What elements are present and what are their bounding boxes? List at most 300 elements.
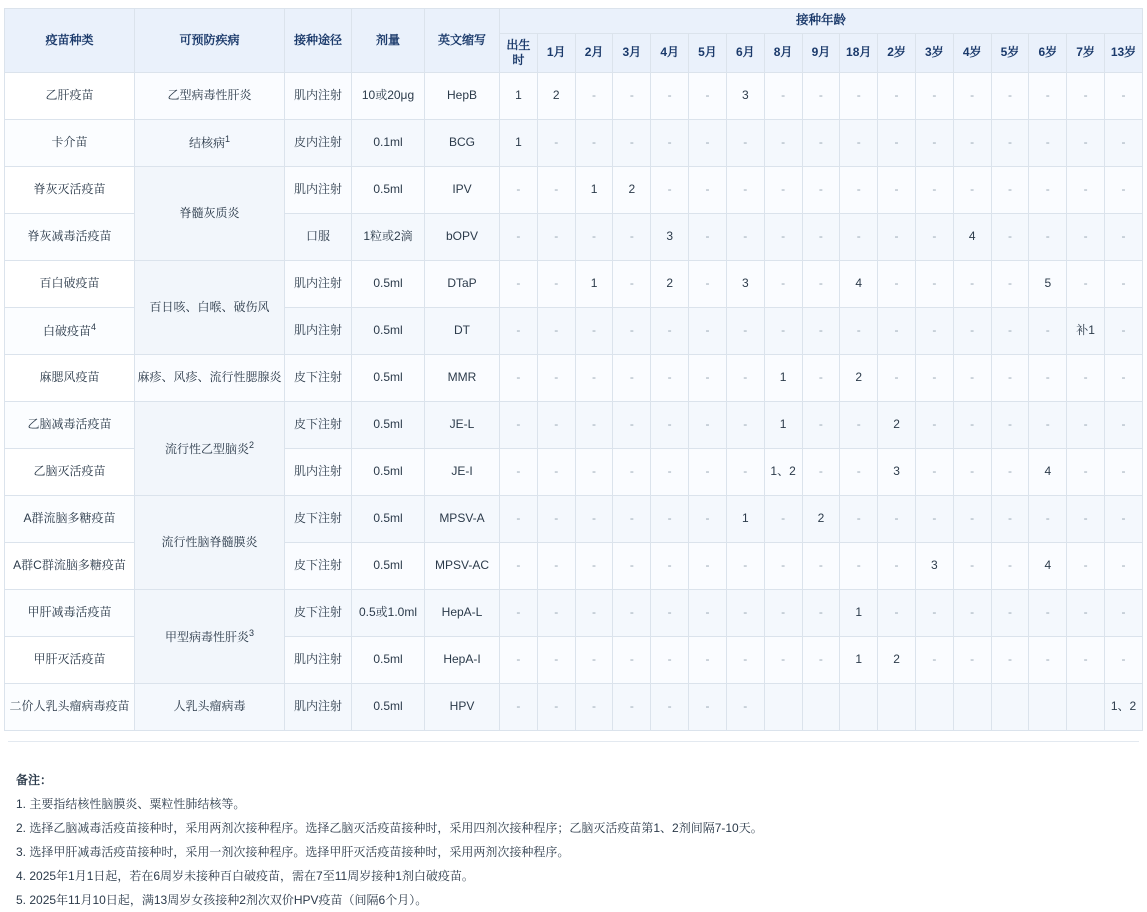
cell-dose: - — [915, 72, 953, 119]
cell-dose: 1、2 — [764, 448, 802, 495]
cell-dose: - — [953, 448, 991, 495]
cell-dose: - — [651, 401, 689, 448]
cell-dose: - — [575, 307, 613, 354]
cell-disease: 脊髓灰质炎 — [135, 166, 285, 260]
cell-dose: - — [840, 401, 878, 448]
cell-dose: - — [840, 166, 878, 213]
cell-dose: - — [840, 72, 878, 119]
table-row — [5, 401, 1143, 448]
cell-dose: - — [1067, 119, 1105, 166]
col-header-vaccine-type: 疫苗种类 — [5, 9, 135, 73]
cell-dose: - — [915, 401, 953, 448]
cell-dose: - — [1067, 589, 1105, 636]
cell-route: 皮下注射 — [285, 401, 352, 448]
cell-dose: - — [689, 307, 727, 354]
cell-dosage: 0.5ml — [352, 166, 425, 213]
cell-abbr: DTaP — [425, 260, 500, 307]
cell-dose: - — [878, 213, 916, 260]
cell-dose: 1 — [764, 354, 802, 401]
cell-dose: - — [500, 448, 538, 495]
cell-dose: - — [878, 354, 916, 401]
cell-dose: 1、2 — [1105, 683, 1143, 730]
cell-dose: - — [915, 213, 953, 260]
cell-dose: - — [840, 307, 878, 354]
cell-dose: - — [613, 72, 651, 119]
cell-dose: - — [764, 636, 802, 683]
col-header-route: 接种途径 — [285, 9, 352, 73]
cell-dose: - — [651, 72, 689, 119]
cell-dose: - — [1105, 260, 1143, 307]
cell-dose — [915, 683, 953, 730]
cell-dose: - — [689, 354, 727, 401]
col-header-age-4: 4月 — [651, 33, 689, 72]
cell-dose: - — [915, 636, 953, 683]
cell-dose: - — [1067, 213, 1105, 260]
cell-dose: 1 — [500, 119, 538, 166]
cell-dose: - — [991, 495, 1029, 542]
cell-dose: - — [953, 495, 991, 542]
cell-dose: - — [537, 166, 575, 213]
col-header-age-0: 出生时 — [500, 33, 538, 72]
cell-abbr: JE-I — [425, 448, 500, 495]
cell-dose: - — [500, 166, 538, 213]
cell-dose: - — [651, 636, 689, 683]
cell-dose: - — [1067, 166, 1105, 213]
cell-dose: - — [764, 119, 802, 166]
table-row — [5, 589, 1143, 636]
cell-vaccine-type: 麻腮风疫苗 — [5, 354, 135, 401]
cell-abbr: MPSV-A — [425, 495, 500, 542]
cell-dose: - — [1105, 589, 1143, 636]
note-item: 4. 2025年1月1日起，若在6周岁未接种百白破疫苗，需在7至11周岁接种1剂白破疫苗。 — [16, 868, 474, 883]
cell-dose: 2 — [878, 636, 916, 683]
cell-dose: - — [1067, 354, 1105, 401]
cell-dose: - — [1067, 260, 1105, 307]
cell-dose: - — [764, 213, 802, 260]
cell-route: 皮内注射 — [285, 119, 352, 166]
cell-dose: - — [537, 260, 575, 307]
cell-dose: - — [689, 166, 727, 213]
cell-dose: - — [1105, 72, 1143, 119]
cell-vaccine-type: 乙脑灭活疫苗 — [5, 448, 135, 495]
cell-dose: 1 — [500, 72, 538, 119]
notes-section — [16, 768, 1137, 912]
cell-abbr: MMR — [425, 354, 500, 401]
cell-dose: - — [726, 636, 764, 683]
cell-dose: - — [1029, 589, 1067, 636]
cell-abbr: BCG — [425, 119, 500, 166]
cell-dose: - — [802, 589, 840, 636]
cell-dose: - — [537, 683, 575, 730]
cell-dose: - — [726, 542, 764, 589]
cell-dose: - — [1105, 542, 1143, 589]
cell-dose: - — [1029, 401, 1067, 448]
cell-dose: - — [764, 542, 802, 589]
cell-dose: - — [764, 589, 802, 636]
table-row — [5, 683, 1143, 730]
cell-dosage: 0.5ml — [352, 260, 425, 307]
cell-dose: - — [613, 589, 651, 636]
cell-dose: - — [1105, 166, 1143, 213]
cell-dose: - — [878, 589, 916, 636]
cell-dose: - — [802, 72, 840, 119]
cell-abbr: IPV — [425, 166, 500, 213]
cell-dose: - — [802, 354, 840, 401]
cell-dose: - — [537, 542, 575, 589]
cell-dose: - — [991, 589, 1029, 636]
cell-abbr: HPV — [425, 683, 500, 730]
cell-dose: - — [613, 448, 651, 495]
immunization-schedule-table — [4, 8, 1143, 731]
cell-abbr: JE-L — [425, 401, 500, 448]
cell-vaccine-type: 甲肝灭活疫苗 — [5, 636, 135, 683]
cell-route: 肌内注射 — [285, 307, 352, 354]
cell-dose: - — [991, 636, 1029, 683]
cell-dose: - — [802, 260, 840, 307]
cell-dosage: 0.5ml — [352, 448, 425, 495]
cell-dose: - — [689, 495, 727, 542]
cell-dose: - — [802, 166, 840, 213]
cell-dose: - — [915, 260, 953, 307]
table-row — [5, 119, 1143, 166]
cell-dose: - — [1029, 307, 1067, 354]
cell-dose: 3 — [651, 213, 689, 260]
cell-dose: - — [726, 401, 764, 448]
cell-dose — [802, 683, 840, 730]
cell-dose: - — [651, 495, 689, 542]
cell-dose: - — [840, 495, 878, 542]
table-row — [5, 260, 1143, 307]
cell-route: 肌内注射 — [285, 260, 352, 307]
cell-dose: - — [953, 636, 991, 683]
cell-disease: 乙型病毒性肝炎 — [135, 72, 285, 119]
cell-dosage: 0.5ml — [352, 307, 425, 354]
cell-dose: - — [802, 119, 840, 166]
cell-dose: - — [689, 448, 727, 495]
cell-dose: - — [689, 260, 727, 307]
cell-dose: - — [651, 119, 689, 166]
cell-dose — [953, 683, 991, 730]
table-row — [5, 72, 1143, 119]
cell-dose: - — [537, 119, 575, 166]
cell-dose: - — [500, 636, 538, 683]
cell-route: 皮下注射 — [285, 542, 352, 589]
cell-dose: - — [726, 683, 764, 730]
cell-dose: - — [915, 495, 953, 542]
cell-dose: - — [1029, 213, 1067, 260]
col-header-age-3: 3月 — [613, 33, 651, 72]
table-body — [5, 72, 1143, 730]
note-item: 1. 主要指结核性脑膜炎、粟粒性肺结核等。 — [16, 796, 246, 811]
cell-dose: - — [500, 307, 538, 354]
cell-dose: - — [613, 354, 651, 401]
cell-dose: - — [915, 354, 953, 401]
cell-dose: - — [878, 542, 916, 589]
cell-dose: - — [991, 354, 1029, 401]
cell-abbr: HepB — [425, 72, 500, 119]
cell-dose: 3 — [726, 72, 764, 119]
cell-dose: - — [953, 542, 991, 589]
note-item: 2. 选择乙脑减毒活疫苗接种时，采用两剂次接种程序。选择乙脑灭活疫苗接种时，采用四剂次接种程序；乙脑灭活疫苗第1、2剂间隔7-10天。 — [16, 820, 763, 835]
cell-dose: - — [1105, 401, 1143, 448]
cell-dose: - — [1105, 636, 1143, 683]
cell-dose: - — [1067, 448, 1105, 495]
cell-dose: 1 — [840, 589, 878, 636]
cell-dose: - — [915, 589, 953, 636]
cell-dose: - — [878, 495, 916, 542]
cell-dose: - — [537, 307, 575, 354]
cell-abbr: HepA-I — [425, 636, 500, 683]
col-header-age-15: 7岁 — [1067, 33, 1105, 72]
cell-dose: - — [991, 213, 1029, 260]
col-header-dosage: 剂量 — [352, 9, 425, 73]
cell-disease: 结核病$^1$ — [135, 119, 285, 166]
cell-dose: - — [764, 72, 802, 119]
cell-dose: - — [840, 213, 878, 260]
cell-dose: - — [1029, 636, 1067, 683]
cell-dose: - — [1067, 636, 1105, 683]
cell-dose: - — [1067, 542, 1105, 589]
col-header-disease: 可预防疾病 — [135, 9, 285, 73]
cell-dose: - — [1105, 354, 1143, 401]
cell-vaccine-type: 甲肝减毒活疫苗 — [5, 589, 135, 636]
cell-dose: - — [991, 260, 1029, 307]
cell-dose: - — [575, 589, 613, 636]
cell-route: 肌内注射 — [285, 636, 352, 683]
cell-dose: - — [537, 354, 575, 401]
note-item: 5. 2025年11月10日起，满13周岁女孩接种2剂次双价HPV疫苗（间隔6个月）。 — [16, 892, 428, 907]
cell-dose: - — [878, 72, 916, 119]
cell-route: 肌内注射 — [285, 683, 352, 730]
cell-dose: - — [991, 448, 1029, 495]
cell-route: 肌内注射 — [285, 166, 352, 213]
cell-dose: 补1 — [1067, 307, 1105, 354]
cell-disease: 流行性脑脊髓膜炎 — [135, 495, 285, 589]
col-header-age-8: 9月 — [802, 33, 840, 72]
cell-dose: - — [500, 213, 538, 260]
cell-dose: - — [915, 119, 953, 166]
cell-dose: - — [840, 119, 878, 166]
cell-dose: - — [651, 448, 689, 495]
cell-dose — [1029, 683, 1067, 730]
cell-vaccine-type: 二价人乳头瘤病毒疫苗 — [5, 683, 135, 730]
col-header-age-7: 8月 — [764, 33, 802, 72]
cell-dose: - — [878, 307, 916, 354]
cell-dose: - — [915, 166, 953, 213]
notes-title: 备注： — [16, 772, 53, 787]
cell-dose: - — [613, 119, 651, 166]
cell-dose: - — [953, 401, 991, 448]
cell-dosage: 0.5或1.0ml — [352, 589, 425, 636]
cell-dose: - — [726, 307, 764, 354]
cell-dose: 4 — [1029, 542, 1067, 589]
cell-dose: - — [537, 448, 575, 495]
cell-dosage: 1粒或2滴 — [352, 213, 425, 260]
cell-dose: - — [651, 166, 689, 213]
col-header-abbr: 英文缩写 — [425, 9, 500, 73]
cell-dose: - — [651, 307, 689, 354]
cell-dose: - — [1067, 72, 1105, 119]
cell-dose: - — [764, 307, 802, 354]
cell-dose: - — [1067, 401, 1105, 448]
cell-dose: - — [1067, 495, 1105, 542]
cell-dose: - — [840, 448, 878, 495]
cell-dose: - — [575, 542, 613, 589]
cell-dose: - — [575, 495, 613, 542]
cell-dose: - — [1105, 495, 1143, 542]
cell-dose: - — [575, 119, 613, 166]
cell-dose: 4 — [840, 260, 878, 307]
cell-dose — [991, 683, 1029, 730]
cell-dose: - — [537, 589, 575, 636]
col-header-age-6: 6月 — [726, 33, 764, 72]
cell-dose: - — [991, 166, 1029, 213]
cell-disease: 麻疹、风疹、流行性腮腺炎 — [135, 354, 285, 401]
table-row — [5, 495, 1143, 542]
cell-route: 口服 — [285, 213, 352, 260]
cell-dose: - — [651, 589, 689, 636]
cell-dose: - — [878, 260, 916, 307]
cell-dose: 2 — [651, 260, 689, 307]
cell-dose: 4 — [953, 213, 991, 260]
cell-dose: - — [575, 448, 613, 495]
cell-dose: - — [1029, 119, 1067, 166]
col-header-age-11: 3岁 — [915, 33, 953, 72]
cell-route: 皮下注射 — [285, 354, 352, 401]
cell-dose: - — [915, 307, 953, 354]
cell-dose: - — [689, 119, 727, 166]
cell-route: 皮下注射 — [285, 495, 352, 542]
notes-divider — [8, 741, 1139, 742]
cell-dose: - — [991, 119, 1029, 166]
note-item: 3. 选择甲肝减毒活疫苗接种时，采用一剂次接种程序。选择甲肝灭活疫苗接种时，采用两剂次接种程序。 — [16, 844, 570, 859]
col-header-age-16: 13岁 — [1105, 33, 1143, 72]
cell-dosage: 0.1ml — [352, 119, 425, 166]
cell-dose: - — [689, 542, 727, 589]
cell-vaccine-type: 百白破疫苗 — [5, 260, 135, 307]
cell-vaccine-type: 卡介苗 — [5, 119, 135, 166]
cell-dose: - — [613, 260, 651, 307]
cell-dosage: 0.5ml — [352, 401, 425, 448]
cell-dose: - — [500, 589, 538, 636]
cell-dose: - — [991, 542, 1029, 589]
cell-dose: - — [1105, 307, 1143, 354]
cell-dose: - — [840, 542, 878, 589]
cell-dose: - — [613, 307, 651, 354]
cell-vaccine-type: 脊灰减毒活疫苗 — [5, 213, 135, 260]
cell-dose: - — [651, 354, 689, 401]
cell-vaccine-type: 乙脑减毒活疫苗 — [5, 401, 135, 448]
cell-dose: 1 — [726, 495, 764, 542]
cell-dose: - — [613, 213, 651, 260]
cell-dose: - — [1029, 72, 1067, 119]
cell-dose: 2 — [613, 166, 651, 213]
cell-dose: - — [613, 401, 651, 448]
col-header-age-9: 18月 — [840, 33, 878, 72]
cell-abbr: HepA-L — [425, 589, 500, 636]
cell-abbr: MPSV-AC — [425, 542, 500, 589]
cell-dose: - — [689, 401, 727, 448]
cell-dose: - — [726, 213, 764, 260]
cell-dose: 4 — [1029, 448, 1067, 495]
cell-dosage: 0.5ml — [352, 542, 425, 589]
table-row — [5, 354, 1143, 401]
cell-dose: - — [953, 589, 991, 636]
cell-dose — [764, 683, 802, 730]
cell-dose: - — [575, 213, 613, 260]
cell-dose: - — [953, 119, 991, 166]
cell-dosage: 0.5ml — [352, 683, 425, 730]
col-header-age-group: 接种年龄 — [500, 9, 1143, 34]
cell-dose: - — [726, 119, 764, 166]
cell-dose: - — [953, 307, 991, 354]
cell-dose: - — [953, 166, 991, 213]
cell-dose: 3 — [726, 260, 764, 307]
cell-dose: 2 — [878, 401, 916, 448]
cell-route: 肌内注射 — [285, 72, 352, 119]
cell-disease: 流行性乙型脑炎$^2$ — [135, 401, 285, 495]
col-header-age-13: 5岁 — [991, 33, 1029, 72]
cell-dose: - — [500, 354, 538, 401]
cell-dose: - — [991, 307, 1029, 354]
cell-dose — [840, 683, 878, 730]
cell-dose: - — [953, 354, 991, 401]
cell-disease: 百日咳、白喉、破伤风 — [135, 260, 285, 354]
cell-dose: - — [764, 260, 802, 307]
cell-dose: - — [651, 542, 689, 589]
cell-dose: - — [575, 401, 613, 448]
cell-vaccine-type: 脊灰灭活疫苗 — [5, 166, 135, 213]
table-row — [5, 166, 1143, 213]
cell-dose: - — [500, 542, 538, 589]
cell-dose: 1 — [575, 166, 613, 213]
cell-vaccine-type: 乙肝疫苗 — [5, 72, 135, 119]
cell-dose: - — [1029, 354, 1067, 401]
cell-dose: - — [1105, 119, 1143, 166]
cell-dose: 1 — [575, 260, 613, 307]
col-header-age-12: 4岁 — [953, 33, 991, 72]
cell-dose: 3 — [878, 448, 916, 495]
col-header-age-5: 5月 — [689, 33, 727, 72]
cell-dose: 5 — [1029, 260, 1067, 307]
cell-dose: - — [802, 448, 840, 495]
cell-route: 皮下注射 — [285, 589, 352, 636]
cell-vaccine-type: A群C群流脑多糖疫苗 — [5, 542, 135, 589]
cell-vaccine-type: A群流脑多糖疫苗 — [5, 495, 135, 542]
cell-dose: 1 — [840, 636, 878, 683]
cell-dose: - — [953, 72, 991, 119]
cell-dose — [1067, 683, 1105, 730]
cell-dose: - — [726, 589, 764, 636]
cell-dose: - — [953, 260, 991, 307]
cell-dose: - — [537, 636, 575, 683]
cell-dose: - — [575, 354, 613, 401]
cell-dosage: 0.5ml — [352, 354, 425, 401]
col-header-age-2: 2月 — [575, 33, 613, 72]
cell-dose: - — [1029, 166, 1067, 213]
cell-dose: - — [991, 401, 1029, 448]
cell-dose: - — [613, 636, 651, 683]
cell-dose: - — [1105, 213, 1143, 260]
cell-dose: 2 — [537, 72, 575, 119]
cell-dosage: 0.5ml — [352, 636, 425, 683]
cell-dose: - — [613, 683, 651, 730]
cell-dose: - — [802, 307, 840, 354]
cell-disease: 人乳头瘤病毒 — [135, 683, 285, 730]
cell-dose: - — [1029, 495, 1067, 542]
cell-dose: - — [500, 495, 538, 542]
cell-dose: - — [689, 589, 727, 636]
